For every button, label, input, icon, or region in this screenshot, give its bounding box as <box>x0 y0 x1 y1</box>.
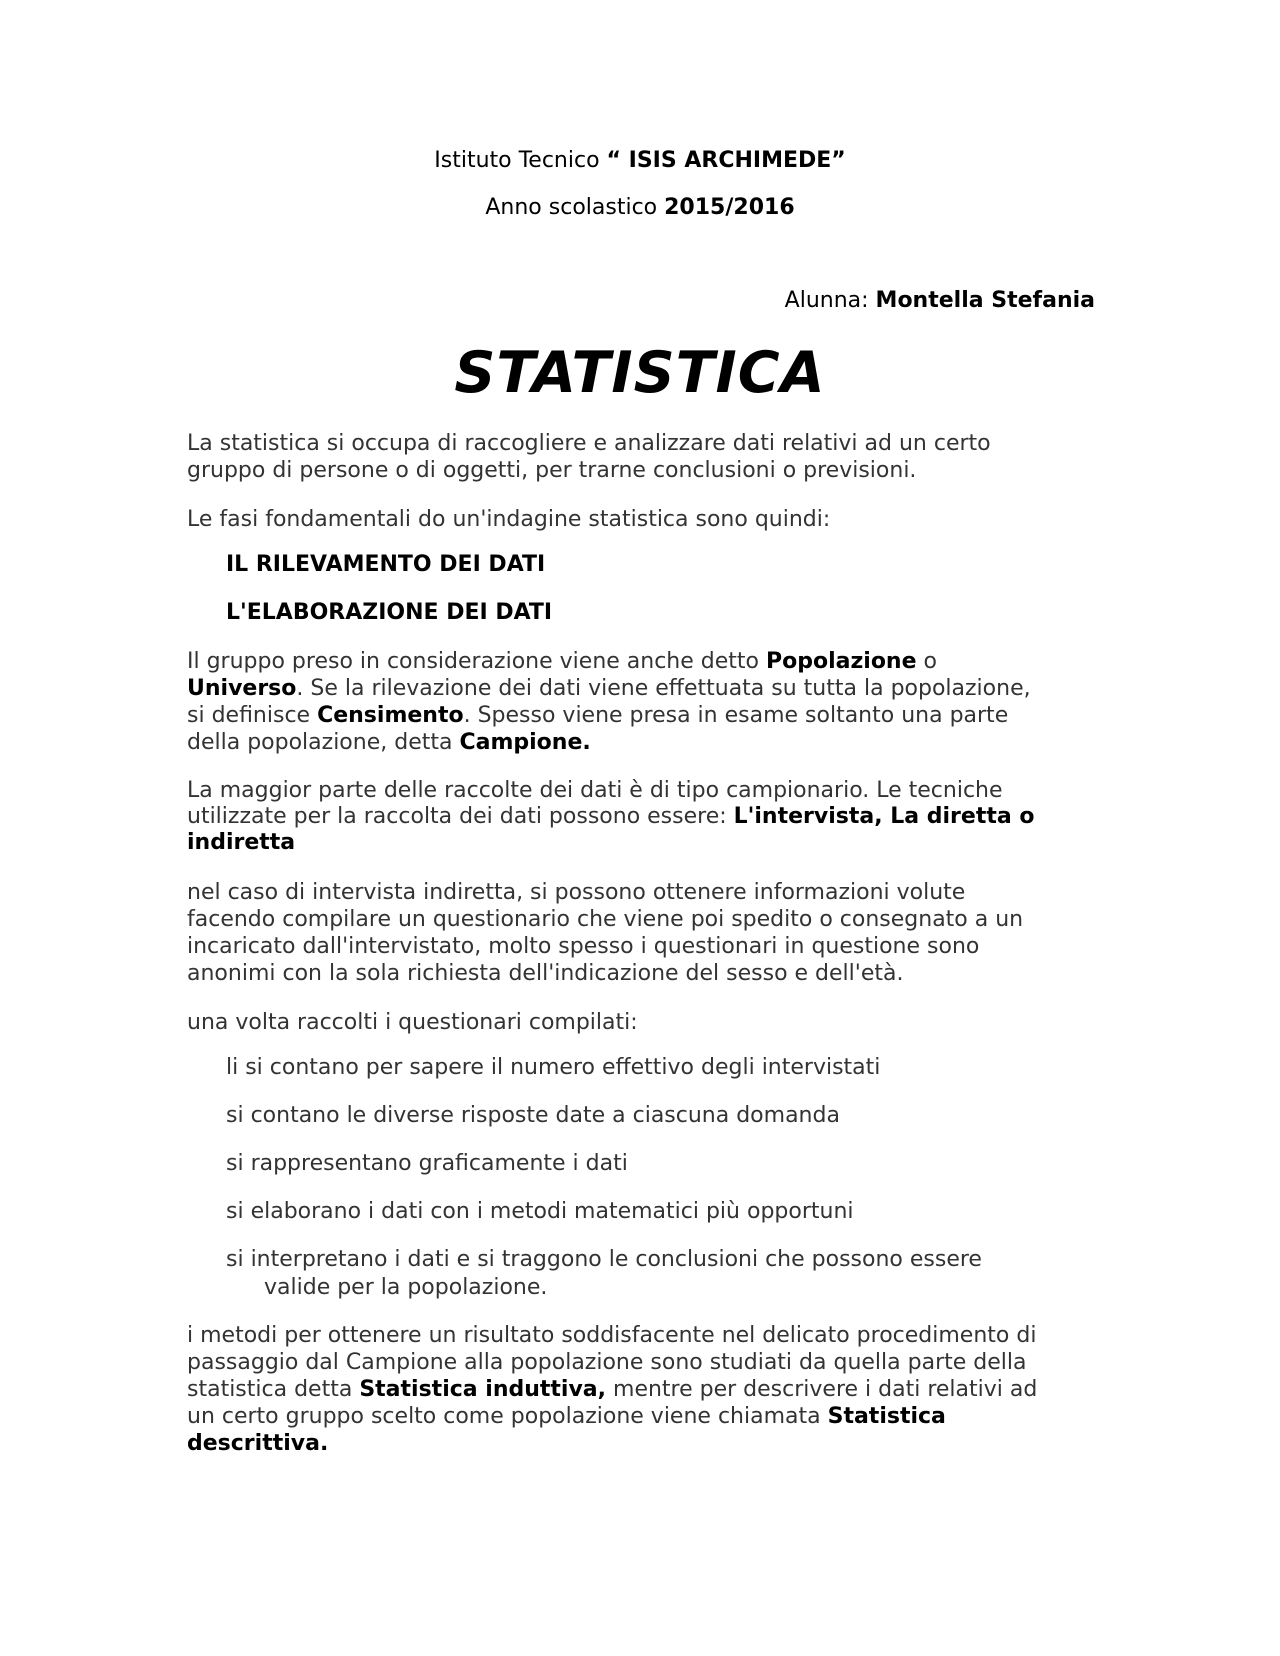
sampling-line: La maggior parte delle raccolte dei dati è di tipo campionario. Le tecniche <box>187 778 1003 803</box>
indirect-line: facendo compilare un questionario che viene poi spedito o consegnato a un <box>187 907 1024 932</box>
population-paragraph <box>187 648 1107 756</box>
step-item: si rappresentano graficamente i dati <box>226 1151 628 1176</box>
text-run: . Spesso viene presa in esame soltanto una parte <box>463 703 1009 728</box>
phase-item: L'ELABORAZIONE DEI DATI <box>226 600 553 625</box>
term-statistica: Statistica <box>827 1404 946 1429</box>
step-item: si interpretano i dati e si traggono le conclusioni che possono essere <box>226 1247 982 1272</box>
collected-intro: una volta raccolti i questionari compilati: <box>187 1010 638 1035</box>
term-campione: Campione. <box>459 730 591 755</box>
text-run: utilizzate per la raccolta dei dati possono essere: <box>187 804 734 829</box>
step-item: si elaborano i dati con i metodi matematici più opportuni <box>226 1199 854 1224</box>
text-run: Il gruppo preso in considerazione viene anche detto <box>187 649 766 674</box>
institute-line <box>0 147 1280 175</box>
text-run: statistica detta <box>187 1377 360 1402</box>
step-item: si contano le diverse risposte date a ciascuna domanda <box>226 1103 840 1128</box>
intro-line: gruppo di persone o di oggetti, per trarne conclusioni o previsioni. <box>187 458 917 483</box>
conclusion-line: i metodi per ottenere un risultato soddisfacente nel delicato procedimento di <box>187 1323 1037 1348</box>
text-run: si definisce <box>187 703 318 728</box>
term-indiretta: indiretta <box>187 830 296 855</box>
population-line <box>187 648 1107 675</box>
step-continuation: valide per la popolazione. <box>264 1275 548 1300</box>
indirect-line: anonimi con la sola richiesta dell'indicazione del sesso e dell'età. <box>187 961 904 986</box>
student-line <box>785 287 1095 315</box>
term-techniques: L'intervista, La diretta o <box>733 804 1035 829</box>
term-universo: Universo <box>187 676 297 701</box>
conclusion-line: passaggio dal Campione alla popolazione sono studiati da quella parte della <box>187 1350 1027 1375</box>
text-run: della popolazione, detta <box>187 730 460 755</box>
intro-paragraph <box>187 430 1107 484</box>
conclusion-line <box>187 1376 1107 1403</box>
student-prefix: Alunna: <box>784 288 876 313</box>
year-prefix: Anno scolastico <box>485 195 665 220</box>
school-year-line <box>0 194 1280 222</box>
conclusion-line <box>187 1403 1107 1430</box>
year-value: 2015/2016 <box>664 195 795 220</box>
sampling-line <box>187 804 1107 830</box>
conclusion-line <box>187 1430 1107 1457</box>
indirect-line: nel caso di intervista indiretta, si possono ottenere informazioni volute <box>187 880 966 905</box>
sampling-paragraph <box>187 778 1107 856</box>
population-line <box>187 675 1107 702</box>
phases-intro: Le fasi fondamentali do un'indagine statistica sono quindi: <box>187 507 831 532</box>
institute-name: “ ISIS ARCHIMEDE” <box>606 148 846 173</box>
text-run: o <box>916 649 937 674</box>
text-run: un certo gruppo scelto come popolazione viene chiamata <box>187 1404 828 1429</box>
population-line <box>187 702 1107 729</box>
text-run: . Se la rilevazione dei dati viene effettuata su tutta la popolazione, <box>296 676 1031 701</box>
term-descrittiva: descrittiva. <box>187 1431 329 1456</box>
text-run: mentre per descrivere i dati relativi ad <box>606 1377 1038 1402</box>
indirect-paragraph <box>187 879 1107 987</box>
step-item: li si contano per sapere il numero effettivo degli intervistati <box>226 1055 881 1080</box>
term-censimento: Censimento <box>317 703 464 728</box>
phase-item: IL RILEVAMENTO DEI DATI <box>226 552 546 577</box>
conclusion-paragraph <box>187 1322 1107 1457</box>
sampling-line <box>187 830 1107 856</box>
document-title: STATISTICA <box>454 340 826 406</box>
student-name: Montella Stefania <box>875 288 1095 313</box>
institute-prefix: Istituto Tecnico <box>434 148 607 173</box>
population-line <box>187 729 1107 756</box>
term-statistica-induttiva: Statistica induttiva, <box>359 1377 607 1402</box>
term-popolazione: Popolazione <box>765 649 917 674</box>
intro-line: La statistica si occupa di raccogliere e analizzare dati relativi ad un certo <box>187 431 991 456</box>
indirect-line: incaricato dall'intervistato, molto spesso i questionari in questione sono <box>187 934 980 959</box>
